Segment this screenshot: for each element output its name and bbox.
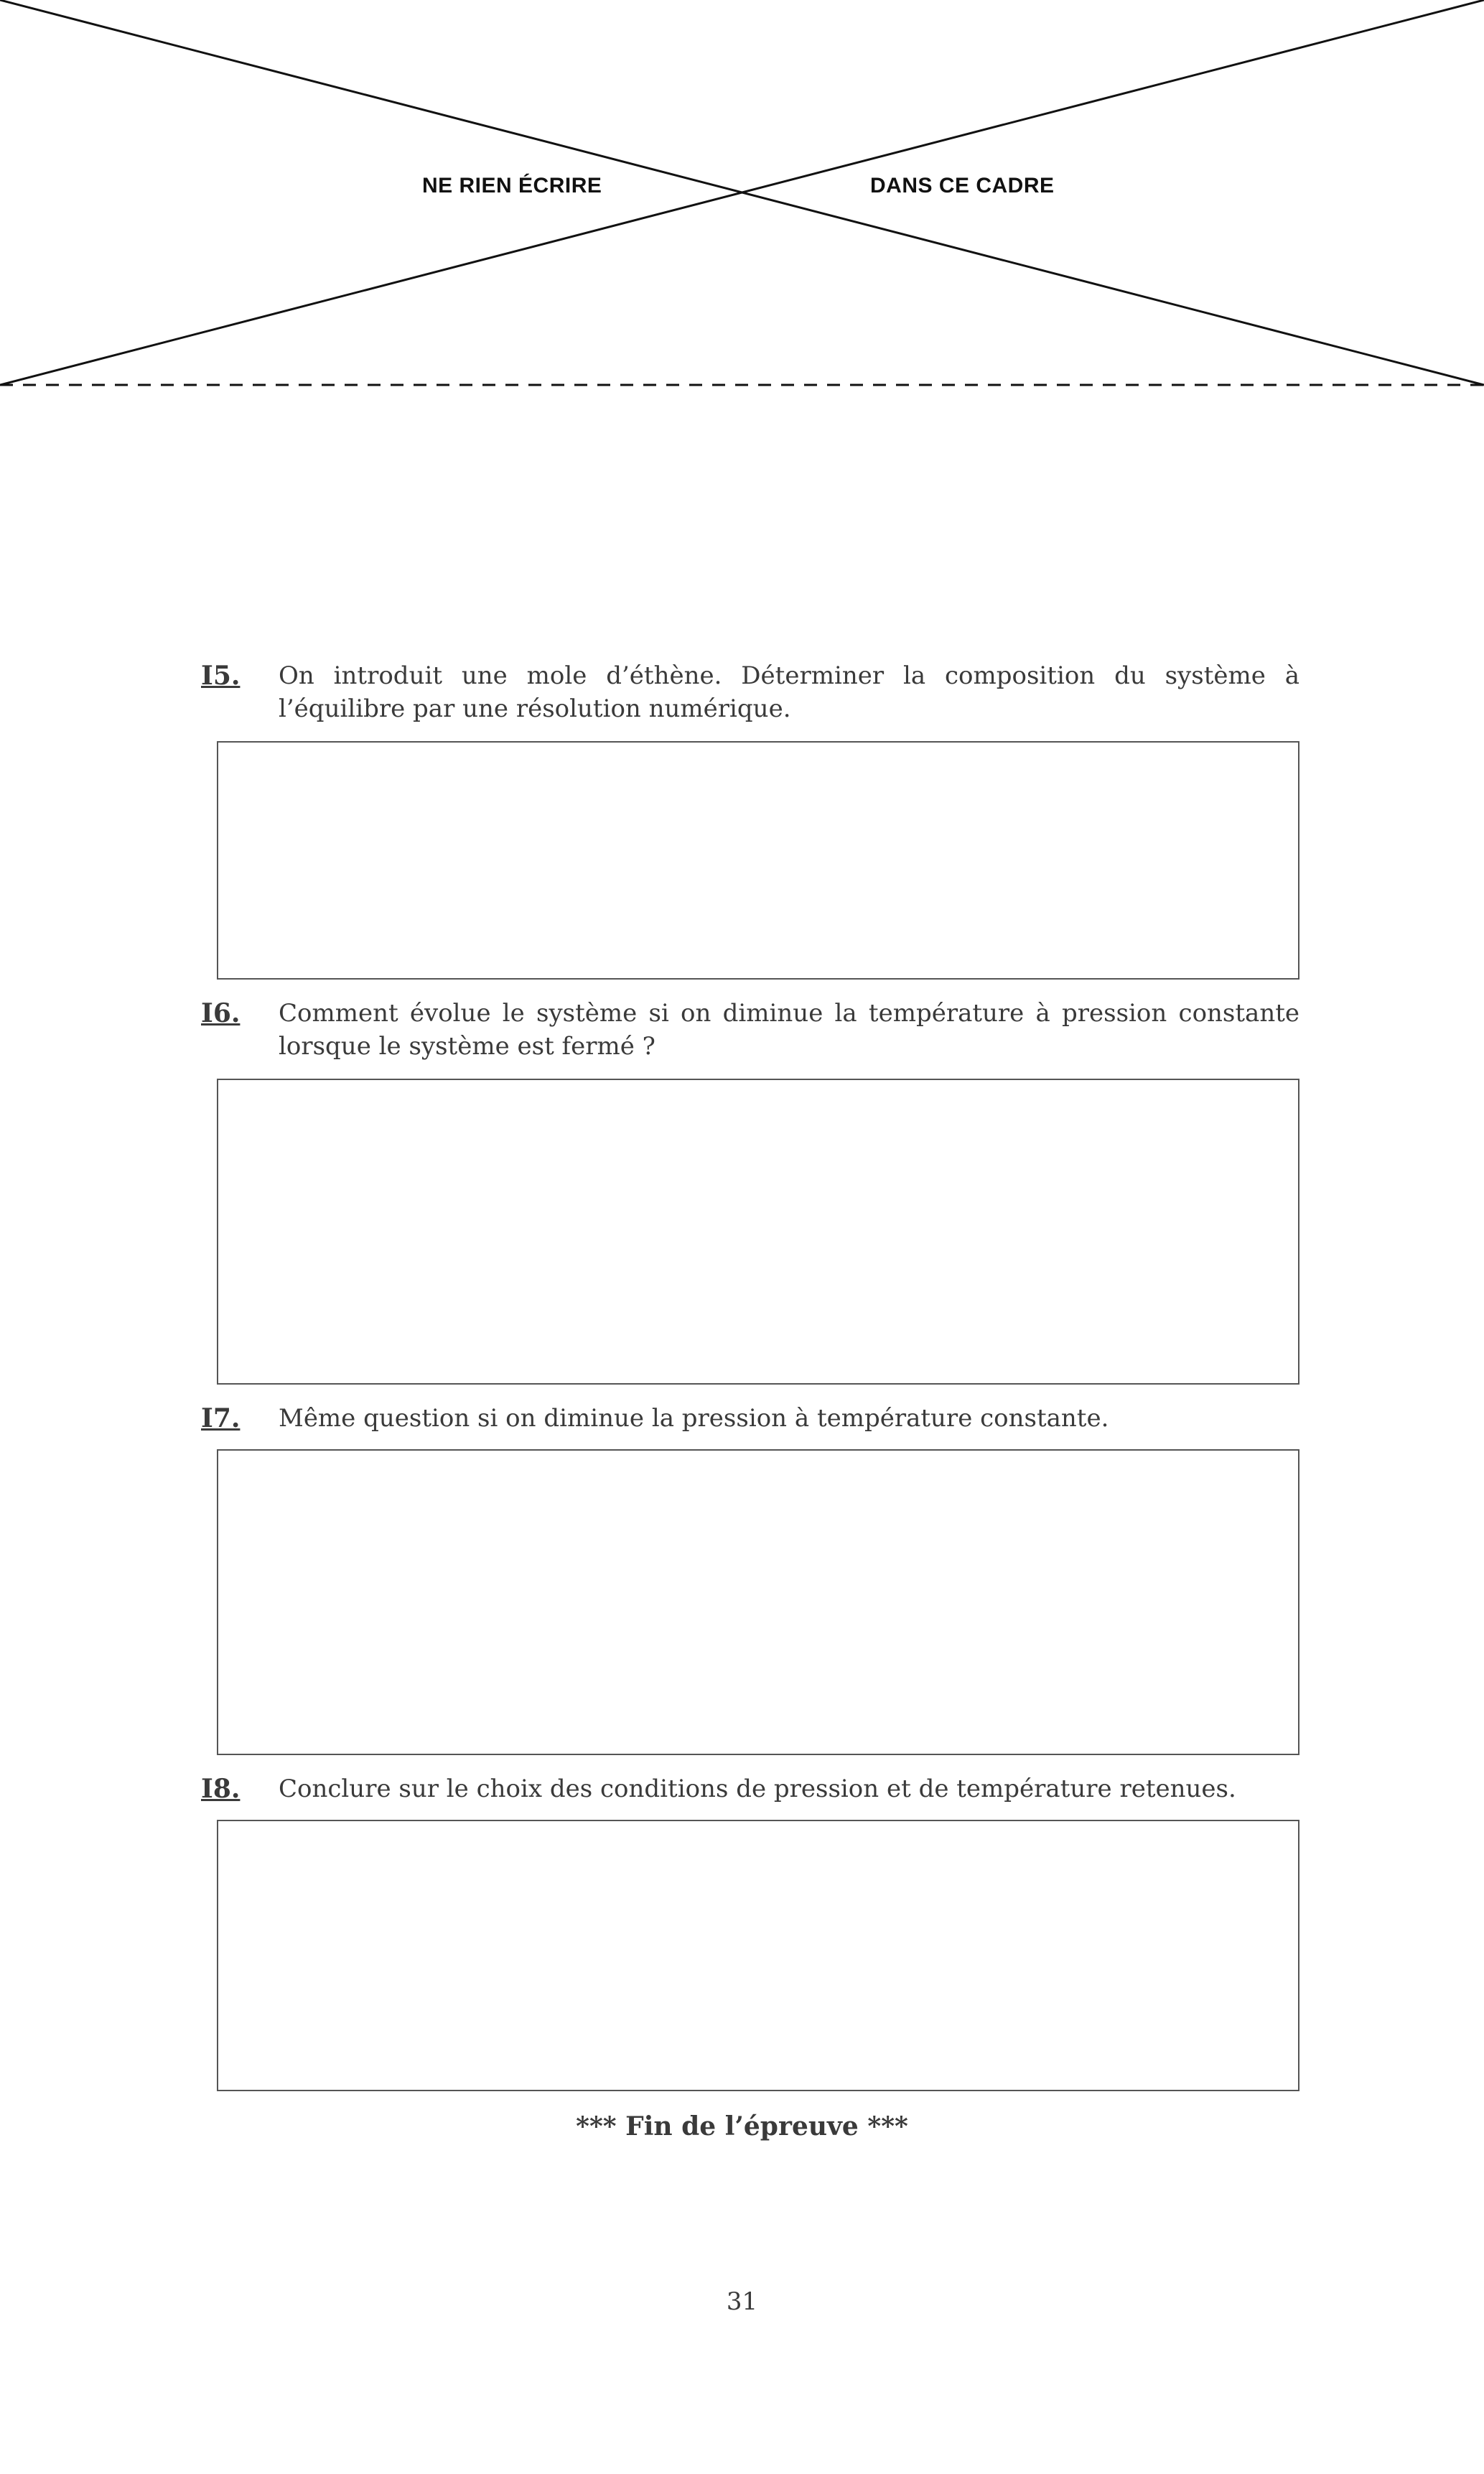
question-number: I7. bbox=[201, 1403, 241, 1433]
question-number: I5. bbox=[201, 661, 241, 691]
question-number: I8. bbox=[201, 1774, 241, 1804]
question-text: Conclure sur le choix des conditions de pression et de température retenues. bbox=[279, 1775, 1236, 1803]
end-of-exam-text: *** Fin de l’épreuve *** bbox=[576, 2111, 908, 2142]
question-number: I6. bbox=[201, 998, 241, 1028]
answer-box-i8[interactable] bbox=[217, 1820, 1299, 2091]
no-write-label-left: NE RIEN ÉCRIRE bbox=[422, 174, 602, 197]
question-text: Comment évolue le système si on diminue la température à pression constante lorsque le système est fermé ? bbox=[279, 999, 1299, 1061]
answer-box-i6[interactable] bbox=[217, 1079, 1299, 1385]
no-write-cross bbox=[0, 0, 1484, 388]
page-number: 31 bbox=[726, 2287, 758, 2316]
no-write-label-right: DANS CE CADRE bbox=[870, 174, 1055, 197]
no-write-zone bbox=[0, 0, 1484, 388]
answer-box-i5[interactable] bbox=[217, 741, 1299, 980]
answer-box-i7[interactable] bbox=[217, 1449, 1299, 1755]
question-text: Même question si on diminue la pression à température constante. bbox=[279, 1404, 1109, 1433]
question-text: On introduit une mole d’éthène. Déterminer la composition du système à l’équilibre par une résolution numérique. bbox=[279, 661, 1299, 723]
